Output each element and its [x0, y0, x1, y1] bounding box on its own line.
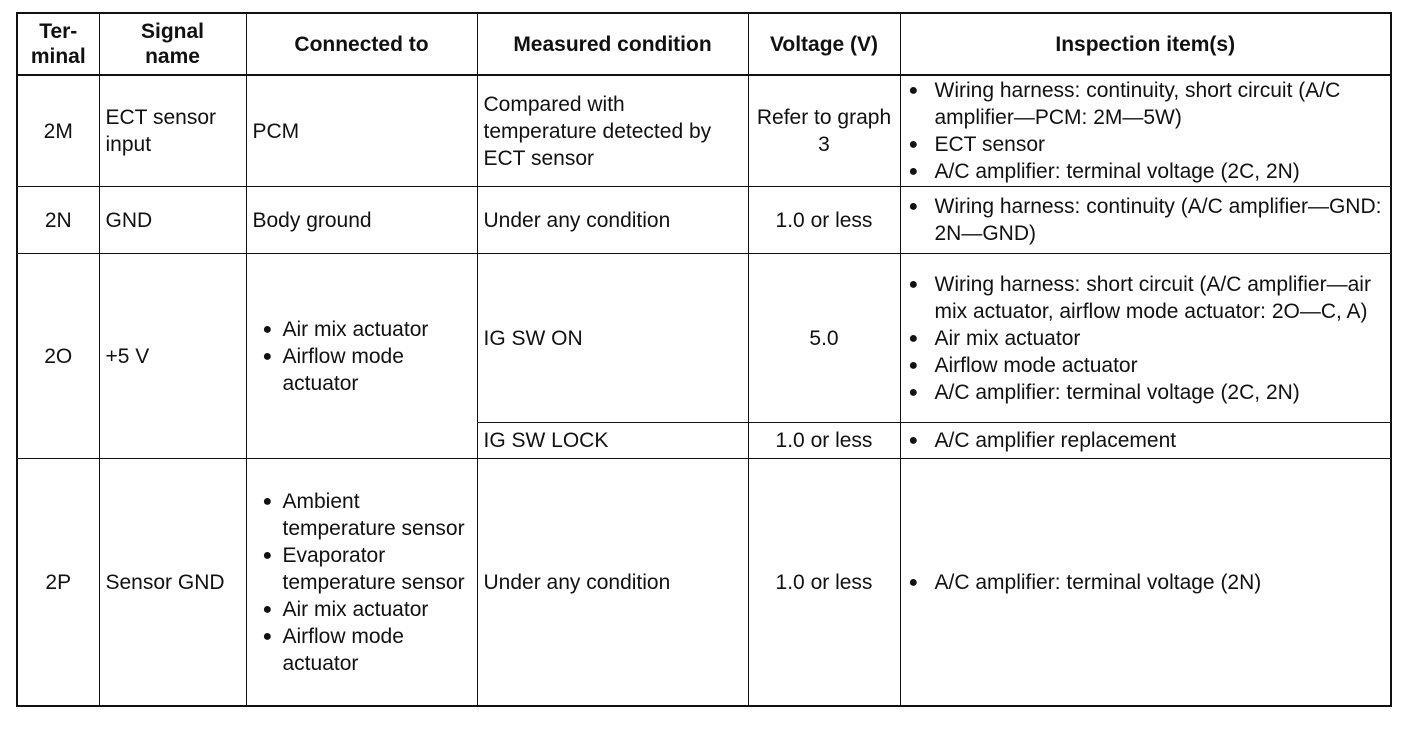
signal-name-cell: GND [99, 187, 246, 254]
bullet-icon: ● [908, 329, 919, 347]
header-voltage: Voltage (V) [748, 13, 900, 75]
bullet-icon: ● [262, 627, 273, 645]
list-item [907, 271, 1385, 325]
bullet-icon: ● [908, 356, 919, 374]
connected-item-text: Air mix actuator [282, 317, 429, 341]
header-connected-to: Connected to [246, 13, 477, 75]
header-signal-l2: name [145, 45, 200, 68]
header-terminal [17, 13, 99, 75]
bullet-icon: ● [908, 163, 919, 180]
list-item [907, 131, 1385, 158]
measured-condition-cell: IG SW LOCK [477, 423, 748, 459]
inspection-item-text: A/C amplifier: terminal voltage (2C, 2N) [934, 160, 1300, 183]
inspection-item-text: Airflow mode actuator [934, 353, 1138, 377]
inspection-cell [900, 187, 1391, 254]
list-item [907, 77, 1385, 131]
inspection-cell [900, 459, 1391, 707]
inspection-list [907, 569, 1385, 596]
connected-list [253, 488, 471, 677]
table-row-2p [17, 459, 1391, 707]
list-item [253, 488, 471, 542]
inspection-item-text: A/C amplifier: terminal voltage (2N) [934, 570, 1262, 594]
signal-name-cell: Sensor GND [99, 459, 246, 707]
connected-to-cell [246, 459, 477, 707]
bullet-icon: ● [262, 600, 273, 618]
bullet-icon: ● [262, 546, 273, 564]
signal-name-cell: ECT sensor input [99, 75, 246, 187]
connected-item-text: Ambient temperature sensor [282, 489, 465, 540]
list-item [253, 542, 471, 596]
table-row-2m [17, 75, 1391, 187]
terminal-cell: 2M [17, 75, 99, 187]
terminal-cell: 2N [17, 187, 99, 254]
bullet-icon: ● [262, 347, 273, 365]
bullet-icon: ● [908, 136, 919, 153]
connected-to-cell: Body ground [246, 187, 477, 254]
list-item [907, 325, 1385, 352]
list-item [253, 316, 471, 343]
list-item [907, 427, 1385, 454]
list-item [907, 193, 1385, 247]
bullet-icon: ● [908, 383, 919, 401]
header-row [17, 13, 1391, 75]
header-inspection-items: Inspection item(s) [900, 13, 1391, 75]
header-terminal-l2: minal [30, 45, 86, 68]
bullet-icon: ● [262, 320, 273, 338]
bullet-icon: ● [908, 198, 919, 215]
measured-condition-cell: Compared with temperature detected by ECT sensor [477, 75, 748, 187]
measured-condition-cell: Under any condition [477, 459, 748, 707]
inspection-list [907, 77, 1385, 185]
list-item [253, 596, 471, 623]
voltage-cell: Refer to graph 3 [748, 75, 900, 187]
bullet-icon: ● [908, 82, 919, 99]
voltage-cell: 1.0 or less [748, 423, 900, 459]
list-item [253, 623, 471, 677]
connected-to-cell [246, 254, 477, 459]
table-row-2n [17, 187, 1391, 254]
inspection-list [907, 271, 1385, 406]
connected-item-text: Airflow mode actuator [282, 344, 404, 395]
inspection-item-text: Wiring harness: short circuit (A/C amplifier—air mix actuator, airflow mode actuator: 2O—C, A) [934, 272, 1371, 323]
inspection-item-text: Wiring harness: continuity, short circuit (A/C amplifier—PCM: 2M—5W) [934, 79, 1341, 129]
terminal-inspection-table [16, 12, 1392, 707]
header-terminal-l1: Ter- [39, 20, 78, 43]
inspection-cell [900, 423, 1391, 459]
bullet-icon: ● [262, 492, 273, 510]
inspection-list [907, 427, 1385, 454]
signal-name-cell: +5 V [99, 254, 246, 459]
list-item [907, 379, 1385, 406]
inspection-list [907, 193, 1385, 247]
bullet-icon: ● [908, 573, 919, 591]
bullet-icon: ● [908, 432, 919, 449]
inspection-item-text: A/C amplifier: terminal voltage (2C, 2N) [934, 380, 1300, 404]
connected-item-text: Air mix actuator [282, 597, 429, 621]
list-item [907, 569, 1385, 596]
connected-item-text: Evaporator temperature sensor [282, 543, 465, 594]
table-row-2o [17, 254, 1391, 423]
measured-condition-cell: Under any condition [477, 187, 748, 254]
connected-to-cell: PCM [246, 75, 477, 187]
header-measured-condition: Measured condition [477, 13, 748, 75]
voltage-cell: 1.0 or less [748, 459, 900, 707]
header-signal-name [99, 13, 246, 75]
terminal-cell: 2P [17, 459, 99, 707]
list-item [907, 352, 1385, 379]
measured-condition-cell: IG SW ON [477, 254, 748, 423]
list-item [907, 158, 1385, 185]
inspection-item-text: Air mix actuator [934, 326, 1081, 350]
inspection-cell [900, 75, 1391, 187]
list-item [253, 343, 471, 397]
inspection-cell [900, 254, 1391, 423]
voltage-cell: 5.0 [748, 254, 900, 423]
inspection-item-text: ECT sensor [934, 133, 1045, 156]
connected-list [253, 316, 471, 397]
connected-item-text: Airflow mode actuator [282, 624, 404, 675]
header-signal-l1: Signal [140, 20, 204, 43]
inspection-item-text: A/C amplifier replacement [934, 429, 1177, 452]
voltage-cell: 1.0 or less [748, 187, 900, 254]
terminal-cell: 2O [17, 254, 99, 459]
inspection-item-text: Wiring harness: continuity (A/C amplifier—GND: 2N—GND) [934, 195, 1382, 245]
bullet-icon: ● [908, 275, 919, 293]
